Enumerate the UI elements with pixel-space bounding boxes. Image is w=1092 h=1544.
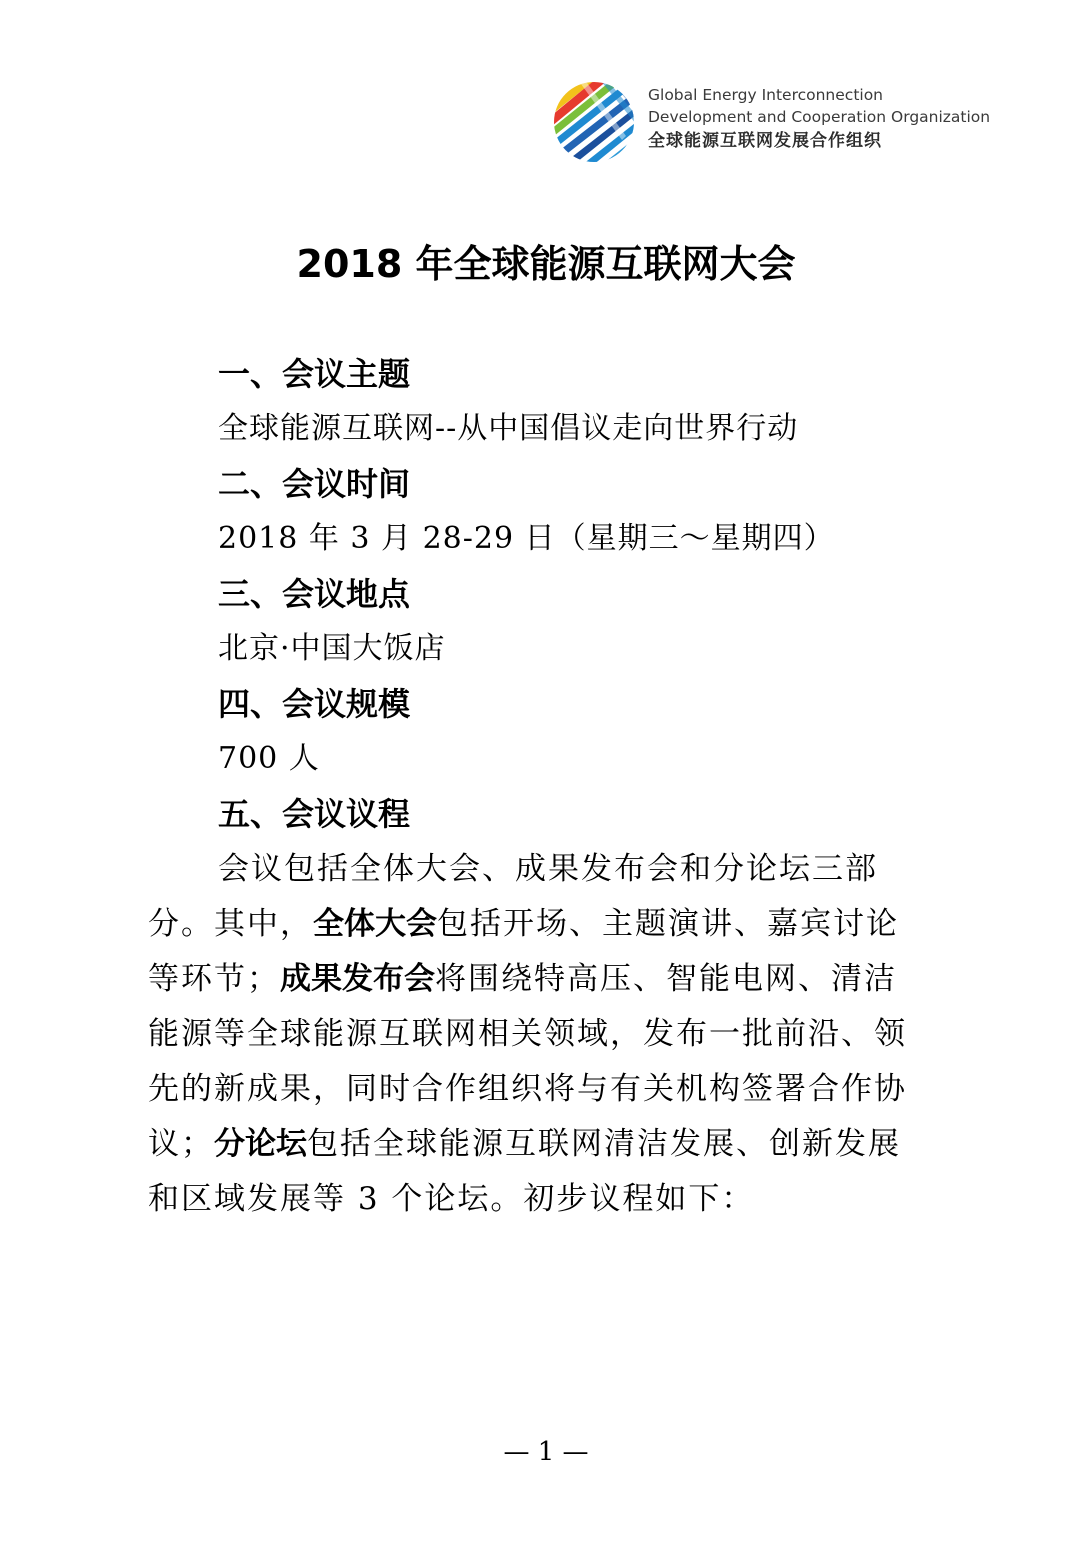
agenda-paragraph-line-4: 能源等全球能源互联网相关领域，发布一批前沿、领 (148, 1016, 907, 1052)
agenda-text: 分。其中， (148, 906, 313, 942)
section-heading-agenda: 五、会议议程 (218, 795, 411, 833)
section-text-time: 2018 年 3 月 28-29 日（星期三～星期四） (218, 521, 835, 556)
agenda-paragraph-line-2 (148, 902, 948, 946)
agenda-text: 包括全球能源互联网清洁发展、创新发展 (307, 1126, 901, 1162)
agenda-paragraph-line-7: 和区域发展等 3 个论坛。初步议程如下： (148, 1181, 755, 1217)
page-number: — 1 — (503, 1437, 589, 1467)
highlight-results-release: 成果发布会 (280, 961, 435, 997)
agenda-paragraph-line-1: 会议包括全体大会、成果发布会和分论坛三部 (218, 851, 878, 887)
organization-logo (548, 70, 991, 180)
agenda-text: 议； (148, 1126, 214, 1162)
globe-logo-icon (552, 80, 636, 164)
highlight-sub-forum: 分论坛 (214, 1126, 307, 1162)
logo-chinese-name: 全球能源互联网发展合作组织 (648, 131, 882, 151)
section-heading-scale: 四、会议规模 (218, 685, 411, 723)
agenda-text: 等环节； (148, 961, 280, 997)
section-heading-location: 三、会议地点 (218, 575, 411, 613)
section-text-scale: 700 人 (218, 741, 320, 776)
agenda-text: 将围绕特高压、智能电网、清洁 (435, 961, 897, 997)
section-text-location: 北京·中国大饭店 (218, 631, 446, 666)
agenda-paragraph-line-3 (148, 957, 948, 1001)
highlight-plenary: 全体大会 (313, 906, 437, 942)
section-heading-time: 二、会议时间 (218, 465, 411, 503)
logo-english-line-1: Global Energy Interconnection (648, 86, 884, 104)
logo-english-line-2: Development and Cooperation Organization (648, 108, 991, 126)
section-text-theme: 全球能源互联网--从中国倡议走向世界行动 (218, 411, 799, 446)
logo-text-block (648, 84, 991, 154)
agenda-paragraph-line-5: 先的新成果，同时合作组织将与有关机构签署合作协 (148, 1071, 907, 1107)
section-heading-theme: 一、会议主题 (218, 355, 411, 393)
agenda-paragraph-line-6 (148, 1122, 948, 1166)
document-title: 2018 年全球能源互联网大会 (296, 242, 796, 286)
agenda-text: 包括开场、主题演讲、嘉宾讨论 (437, 906, 899, 942)
